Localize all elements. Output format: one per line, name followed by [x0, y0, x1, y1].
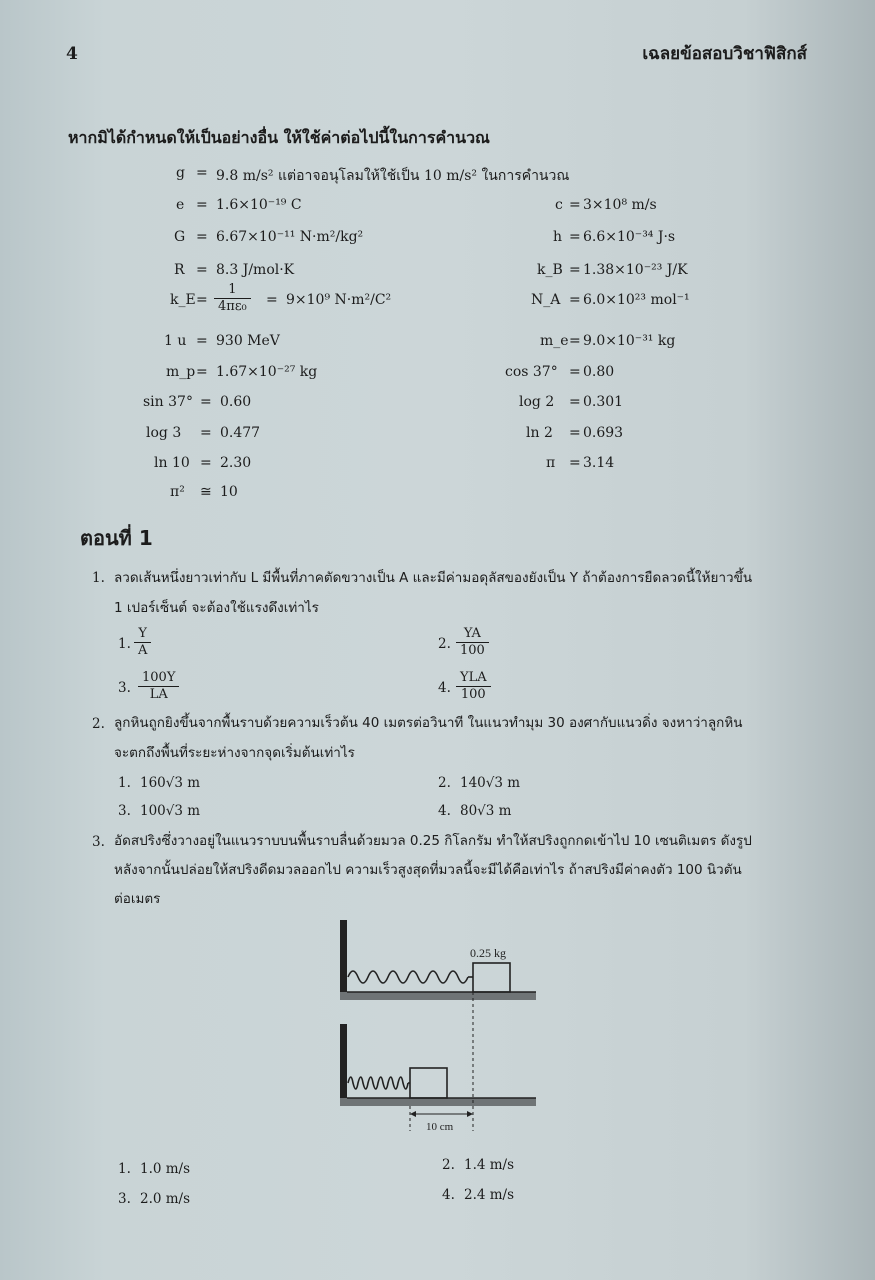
option-number: 2. — [442, 1157, 455, 1173]
equals-sign: = — [196, 165, 208, 181]
fraction-denominator: 100 — [460, 687, 486, 702]
const-ln2-label: ln 2 — [526, 425, 553, 441]
option-text: 80√3 m — [460, 803, 512, 819]
wall — [340, 1024, 347, 1104]
equals-sign: = — [196, 262, 208, 278]
const-log3-value: 0.477 — [220, 425, 261, 441]
equals-sign: = — [196, 292, 208, 308]
equals-sign: = — [569, 197, 581, 213]
fraction-numerator: 1 — [214, 282, 251, 299]
option-number: 1. — [118, 636, 131, 652]
const-u-value: 930 MeV — [216, 333, 280, 349]
equals-sign: = — [569, 425, 581, 441]
option-text: 2.0 m/s — [140, 1191, 191, 1207]
option-text: 1.0 m/s — [140, 1161, 191, 1177]
page-number: 4 — [66, 44, 78, 64]
option-fraction — [138, 670, 179, 703]
approx-sign: ≅ — [200, 484, 212, 500]
equals-sign: = — [200, 455, 212, 471]
wall — [340, 920, 347, 998]
fraction-numerator: YLA — [456, 670, 491, 687]
fraction-denominator: 100 — [460, 643, 485, 658]
option-number: 2. — [438, 636, 451, 652]
option-number: 4. — [442, 1187, 455, 1203]
option-text: 140√3 m — [460, 775, 521, 791]
const-log2-value: 0.301 — [583, 394, 624, 410]
const-cos37-label: cos 37° — [505, 364, 558, 380]
const-pi2-value: 10 — [220, 484, 238, 500]
option-number: 1. — [118, 1161, 131, 1177]
floor — [340, 992, 536, 1000]
running-title: เฉลยข้อสอบวิชาฟิสิกส์ — [642, 44, 807, 64]
question-text-line: ต่อเมตร — [114, 891, 161, 907]
const-kE-fraction — [214, 282, 251, 315]
question-number: 1. — [92, 570, 105, 586]
const-g-value: 9.8 m/s² แต่อาจอนุโลมให้ใช้เป็น 10 m/s² ในการคำนวณ — [216, 168, 570, 184]
fraction-numerator: YA — [456, 626, 489, 643]
equals-sign: = — [569, 229, 581, 245]
floor — [340, 1098, 536, 1106]
mass-block — [473, 963, 510, 992]
equals-sign: = — [196, 197, 208, 213]
const-cos37-value: 0.80 — [583, 364, 615, 380]
option-number: 3. — [118, 803, 131, 819]
const-me-label: m_e — [540, 333, 569, 349]
option-number: 3. — [118, 1191, 131, 1207]
option-number: 1. — [118, 775, 131, 791]
equals-sign: = — [569, 333, 581, 349]
const-kE-label: k_E — [170, 292, 196, 308]
const-c-label: c — [555, 197, 563, 213]
question-number: 2. — [92, 716, 105, 732]
equals-sign: = — [196, 229, 208, 245]
const-R-label: R — [174, 262, 185, 278]
spring-compressed — [348, 1077, 408, 1089]
const-pi2-label: π² — [170, 484, 185, 500]
fraction-denominator: LA — [149, 687, 168, 702]
fraction-denominator: 4πε₀ — [218, 299, 247, 314]
option-text: 100√3 m — [140, 803, 201, 819]
mass-block — [410, 1068, 447, 1098]
const-NA-label: N_A — [531, 292, 561, 308]
const-me-value: 9.0×10⁻³¹ kg — [583, 333, 676, 349]
equals-sign: = — [196, 333, 208, 349]
const-kB-label: k_B — [537, 262, 563, 278]
option-text: 1.4 m/s — [464, 1157, 515, 1173]
equals-sign: = — [196, 364, 208, 380]
equals-sign: = — [569, 394, 581, 410]
option-fraction — [134, 626, 151, 659]
const-mp-value: 1.67×10⁻²⁷ kg — [216, 364, 318, 380]
equals-sign: = — [200, 425, 212, 441]
const-ln10-label: ln 10 — [154, 455, 190, 471]
const-pi-value: 3.14 — [583, 455, 615, 471]
const-G-label: G — [174, 229, 186, 245]
equals-sign: = — [200, 394, 212, 410]
const-G-value: 6.67×10⁻¹¹ N·m²/kg² — [216, 229, 364, 245]
question-text-line: อัดสปริงซึ่งวางอยู่ในแนวราบบนพื้นราบลื่นด้วยมวล 0.25 กิโลกรัม ทำให้สปริงถูกกดเข้าไป 10 เซนติเมตร ดังรูป — [114, 833, 752, 849]
const-ln10-value: 2.30 — [220, 455, 252, 471]
question-text-line: ลวดเส้นหนึ่งยาวเท่ากับ L มีพื้นที่ภาคตัดขวางเป็น A และมีค่ามอดุลัสของยังเป็น Y ถ้าต้องการยืดลวดนี้ให้ยาวขึ้น — [114, 570, 753, 586]
const-R-value: 8.3 J/mol·K — [216, 262, 295, 278]
distance-label: 10 cm — [426, 1121, 454, 1133]
const-log2-label: log 2 — [519, 394, 555, 410]
question-text-line: หลังจากนั้นปล่อยให้สปริงดีดมวลออกไป ความเร็วสูงสุดที่มวลนี้จะมีได้คือเท่าไร ถ้าสปริงมีค่าคงตัว 100 นิวตัน — [114, 862, 742, 878]
spring-relaxed — [348, 971, 468, 983]
question-text-line: 1 เปอร์เซ็นต์ จะต้องใช้แรงดึงเท่าไร — [114, 600, 319, 616]
constants-intro: หากมิได้กำหนดให้เป็นอย่างอื่น ให้ใช้ค่าต่อไปนี้ในการคำนวณ — [68, 128, 490, 147]
const-u-label: 1 u — [164, 333, 187, 349]
equals-sign: = — [569, 455, 581, 471]
section-title: ตอนที่ 1 — [80, 526, 153, 550]
const-mp-label: m_p — [166, 364, 196, 380]
const-c-value: 3×10⁸ m/s — [583, 197, 657, 213]
option-fraction — [456, 626, 489, 659]
const-e-value: 1.6×10⁻¹⁹ C — [216, 197, 302, 213]
equals-sign: = — [569, 292, 581, 308]
equals-sign: = — [569, 364, 581, 380]
option-number: 2. — [438, 775, 451, 791]
option-fraction — [456, 670, 491, 703]
spring-mass-diagram — [336, 916, 546, 1136]
option-number: 3. — [118, 680, 131, 696]
equals-sign: = — [569, 262, 581, 278]
const-sin37-label: sin 37° — [143, 394, 193, 410]
fraction-numerator: Y — [134, 626, 151, 643]
const-log3-label: log 3 — [146, 425, 182, 441]
option-text: 2.4 m/s — [464, 1187, 515, 1203]
equals-sign: = — [266, 292, 278, 308]
const-h-label: h — [553, 229, 563, 245]
const-NA-value: 6.0×10²³ mol⁻¹ — [583, 292, 690, 308]
option-number: 4. — [438, 680, 451, 696]
option-number: 4. — [438, 803, 451, 819]
mass-label: 0.25 kg — [470, 946, 506, 960]
question-number: 3. — [92, 834, 105, 850]
const-e-label: e — [176, 197, 185, 213]
const-h-value: 6.6×10⁻³⁴ J·s — [583, 229, 676, 245]
fraction-numerator: 100Y — [138, 670, 179, 687]
question-text-line: ลูกหินถูกยิงขึ้นจากพื้นราบด้วยความเร็วต้น 40 เมตรต่อวินาที ในแนวทำมุม 30 องศากับแนวดิ่ง จงหาว่าลูกหิน — [114, 715, 743, 731]
fraction-denominator: A — [138, 643, 148, 658]
const-ln2-value: 0.693 — [583, 425, 624, 441]
const-kB-value: 1.38×10⁻²³ J/K — [583, 262, 688, 278]
const-kE-value: 9×10⁹ N·m²/C² — [286, 292, 392, 308]
const-pi-label: π — [546, 455, 556, 471]
const-g-label: g — [176, 165, 185, 181]
question-text-line: จะตกถึงพื้นที่ระยะห่างจากจุดเริ่มต้นเท่าไร — [114, 745, 355, 761]
const-sin37-value: 0.60 — [220, 394, 252, 410]
option-text: 160√3 m — [140, 775, 201, 791]
